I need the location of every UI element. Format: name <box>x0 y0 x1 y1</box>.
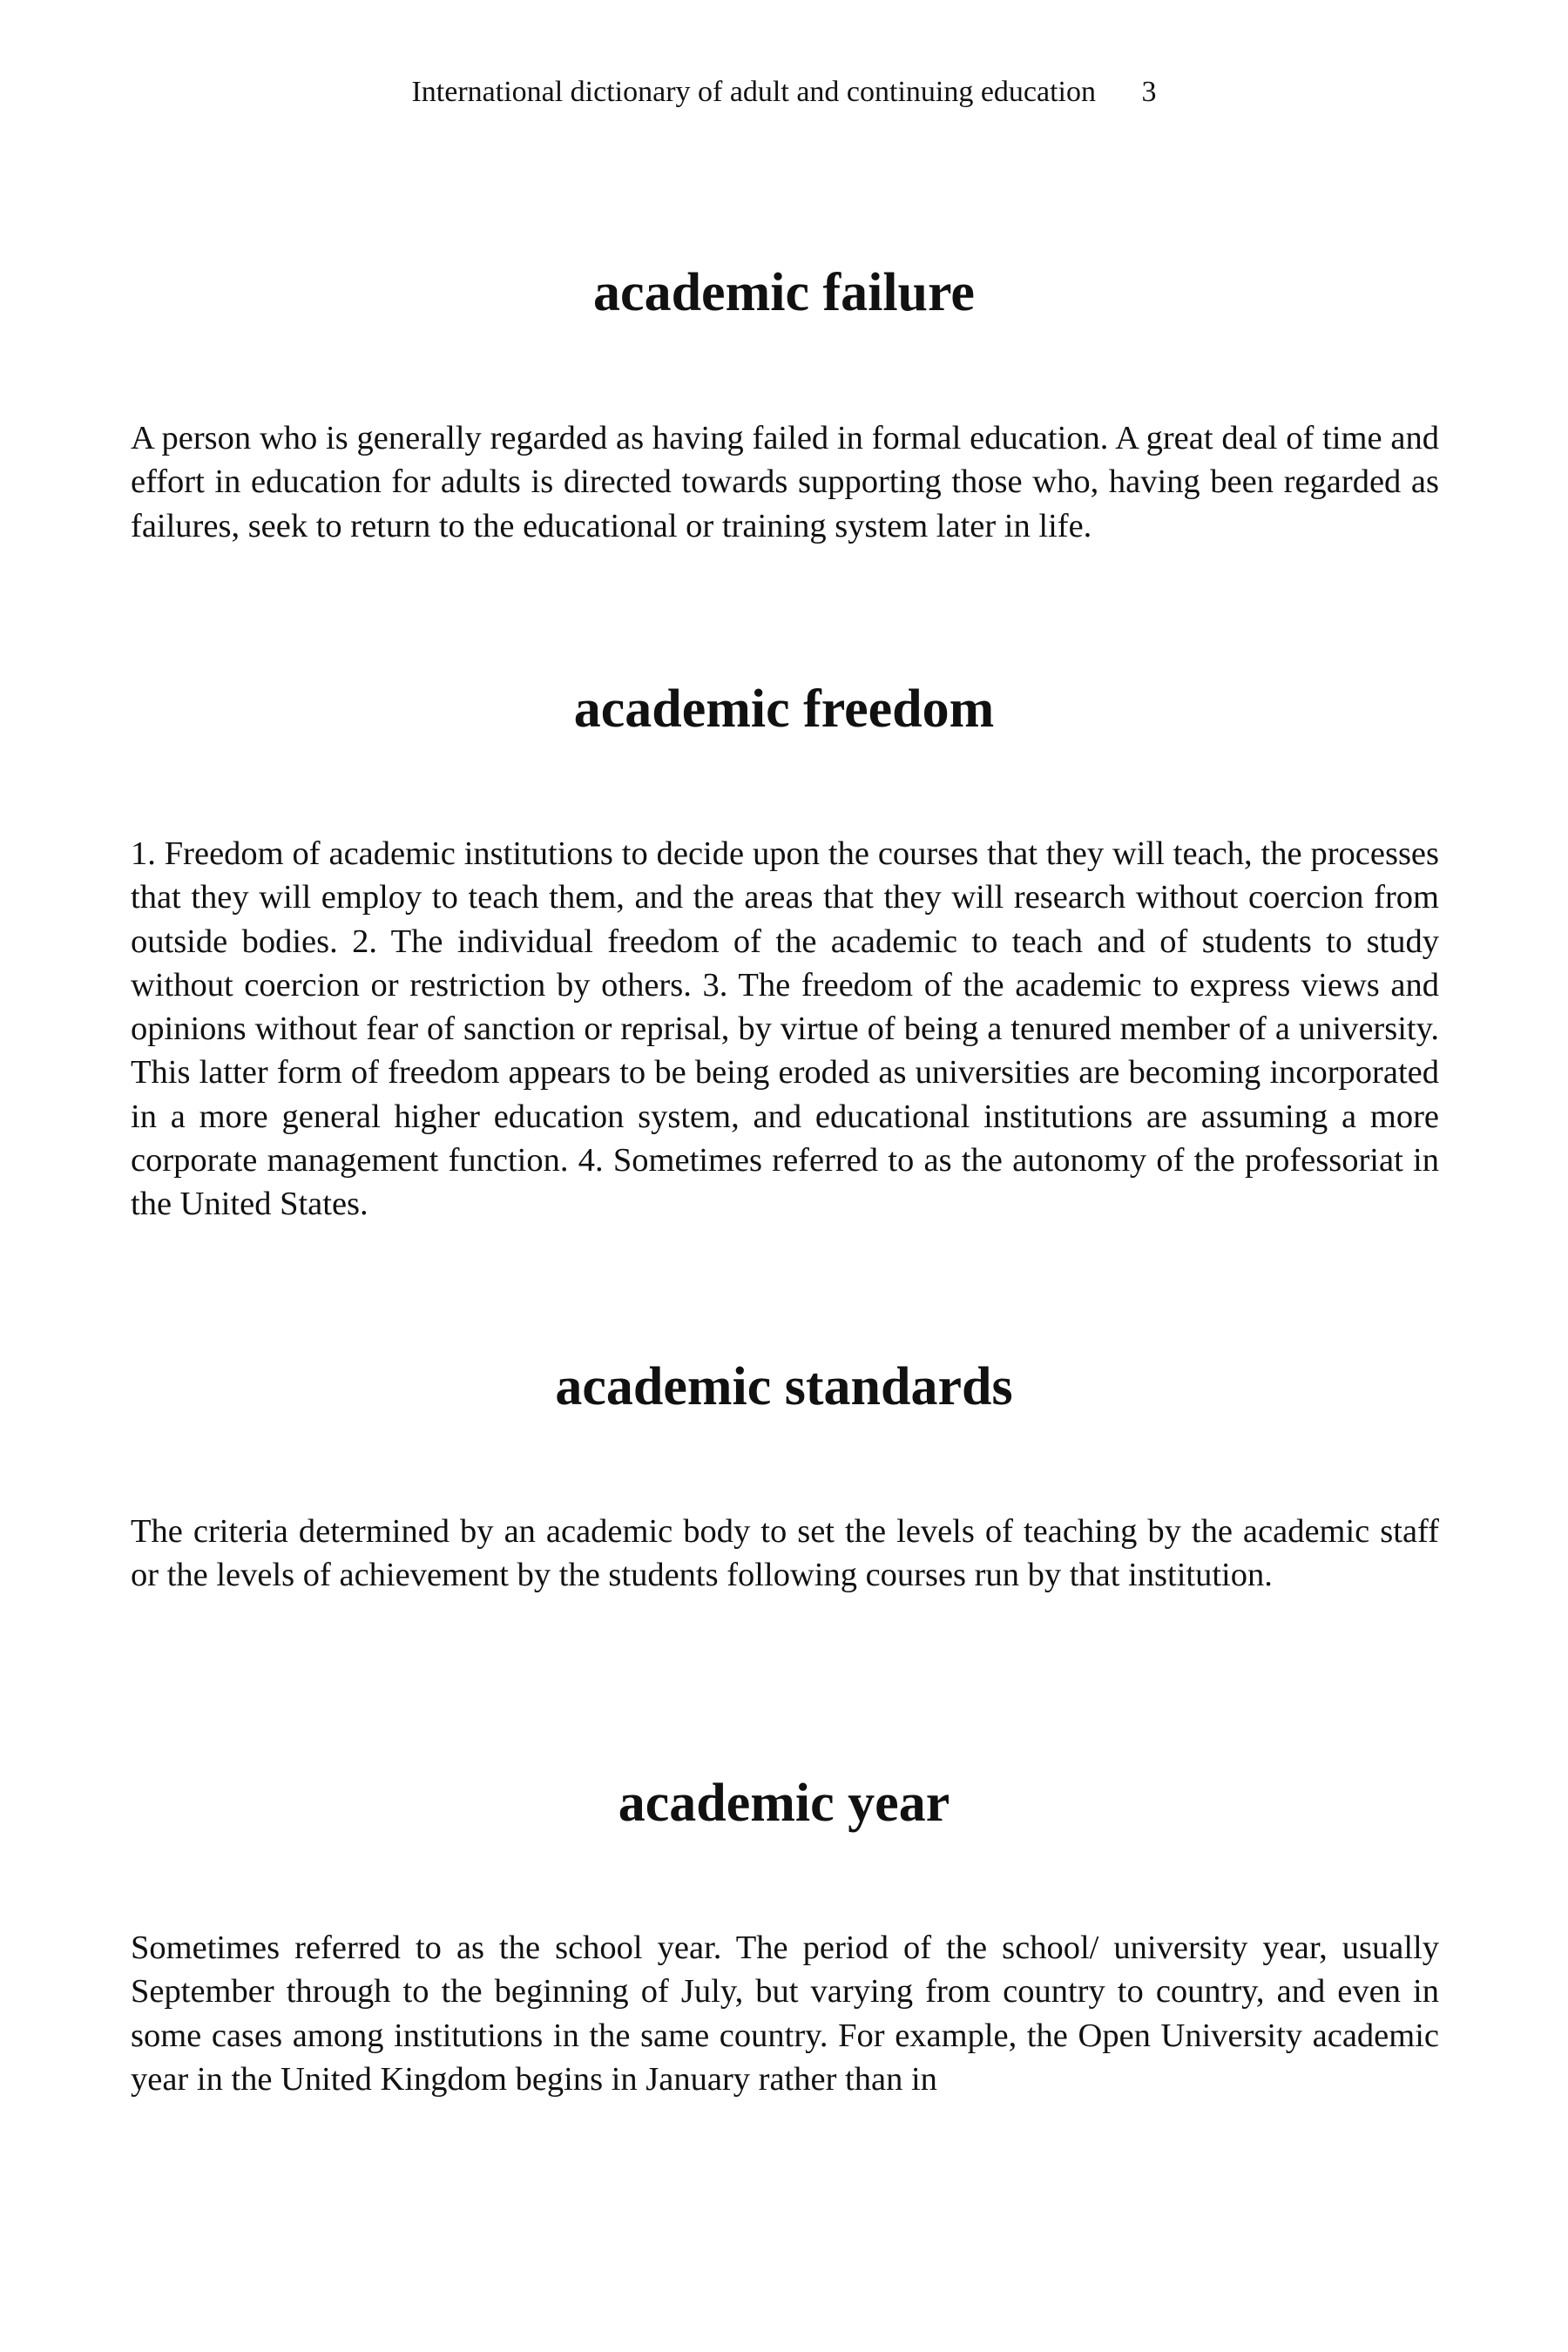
running-header-title: International dictionary of adult and continuing education <box>411 76 1097 108</box>
entry-term: academic standards <box>555 1357 1013 1416</box>
entry-term: academic year <box>618 1774 950 1833</box>
entry-definition: Sometimes referred to as the school year. The period of the school/ university year, usually September through to the beginning of July, but varying from country to country, and even in some cases among institutions in the same country. For example, the Open University academic year in the United Kingdom begins in January rather than in <box>131 1930 1439 2098</box>
entry-term: academic freedom <box>573 679 995 739</box>
entry-definition: The criteria determined by an academic body to set the levels of teaching by the academic staff or the levels of achievement by the students following courses run by that institution. <box>131 1513 1439 1594</box>
running-header <box>0 73 1568 112</box>
entry-definition: A person who is generally regarded as having failed in formal education. A great deal of time and effort in education for adults is directed towards supporting those who, having been regarded as failures, seek to return to the educational or training system later in life. <box>131 420 1439 544</box>
entry-term: academic failure <box>593 263 975 322</box>
entry-definition: 1. Freedom of academic institutions to decide upon the courses that they will teach, the processes that they will employ to teach them, and the areas that they will research without coercion from outside bodies. 2. The individual freedom of the academic to teach and of students to study without coercion or restriction by others. 3. The freedom of the academic to express views and opinions without fear of sanction or reprisal, by virtue of being a tenured member of a university. This latter form of freedom appears to be being eroded as universities are becoming incorporated in a more general higher education system, and educational institutions are assuming a more corporate management function. 4. Sometimes referred to as the autonomy of the professoriat in the United States. <box>131 835 1439 1223</box>
page-number: 3 <box>1141 76 1157 108</box>
